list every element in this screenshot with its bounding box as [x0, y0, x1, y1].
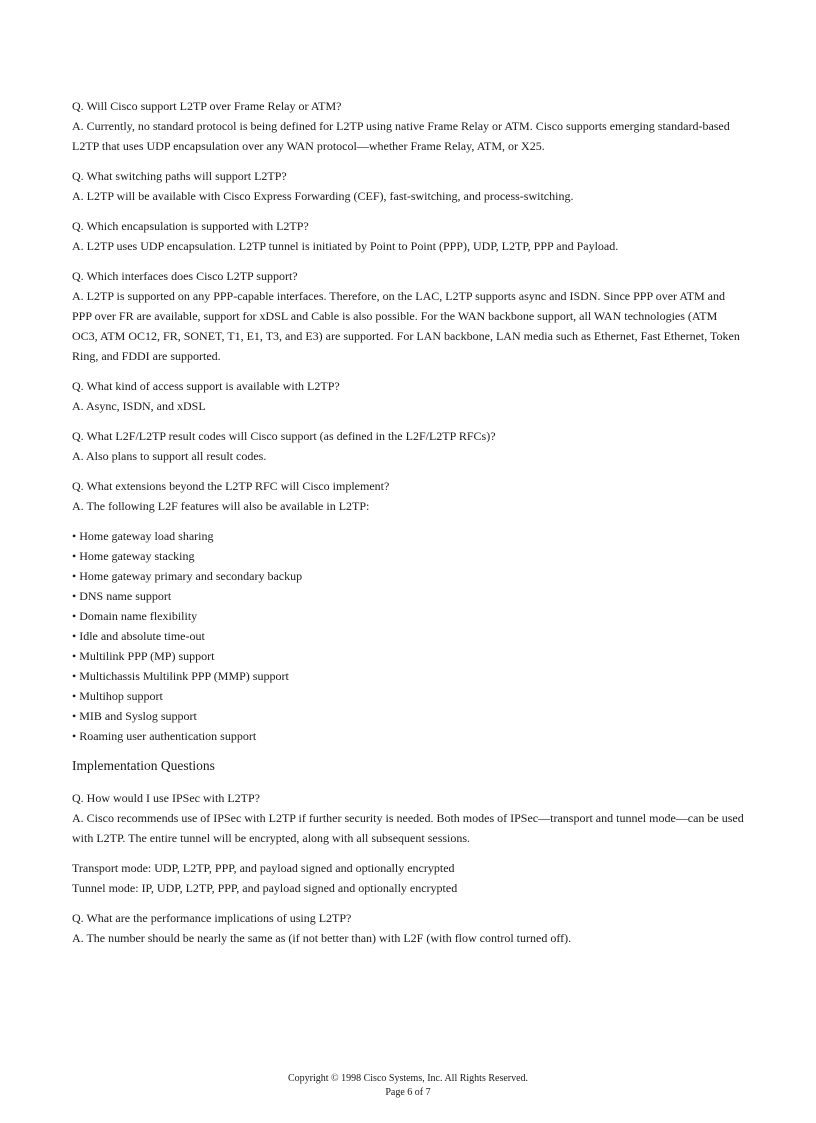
qa-item: [72, 426, 744, 466]
feature-list: [72, 526, 744, 746]
page-number: Page 6 of 7: [385, 1087, 431, 1098]
document-body: [72, 96, 744, 958]
question: Q. Which encapsulation is supported with L2TP?: [72, 219, 309, 233]
question: Q. What switching paths will support L2TP?: [72, 169, 287, 183]
list-item: • Home gateway stacking: [72, 546, 744, 566]
section-heading: Implementation Questions: [72, 758, 215, 773]
list-item: • Idle and absolute time-out: [72, 626, 744, 646]
transport-mode-text: Transport mode: UDP, L2TP, PPP, and payload signed and optionally encrypted: [72, 861, 455, 875]
qa-item: [72, 476, 744, 516]
question: Q. What L2F/L2TP result codes will Cisco support (as defined in the L2F/L2TP RFCs)?: [72, 429, 496, 443]
qa-item: [72, 266, 744, 366]
list-item: • Multihop support: [72, 686, 744, 706]
answer: A. L2TP uses UDP encapsulation. L2TP tunnel is initiated by Point to Point (PPP), UDP, L2TP, PPP and Payload.: [72, 239, 619, 253]
question: Q. What are the performance implications of using L2TP?: [72, 911, 352, 925]
qa-item: [72, 908, 744, 948]
qa-item: [72, 376, 744, 416]
qa-item: [72, 166, 744, 206]
answer: A. Cisco recommends use of IPSec with L2TP if further security is needed. Both modes of IPSec—transport and tunnel mode—can be used with L2TP. The entire tunnel will be encrypted, along with all subsequent sessions.: [72, 811, 744, 845]
list-item: • Domain name flexibility: [72, 606, 744, 626]
list-item: • Roaming user authentication support: [72, 726, 744, 746]
answer: A. Async, ISDN, and xDSL: [72, 399, 206, 413]
list-item: • Multilink PPP (MP) support: [72, 646, 744, 666]
answer: A. The number should be nearly the same as (if not better than) with L2F (with flow control turned off).: [72, 931, 572, 945]
answer: A. L2TP is supported on any PPP-capable interfaces. Therefore, on the LAC, L2TP supports async and ISDN. Since PPP over ATM and PPP over FR are available, support for xDSL and Cable is also possible. For the WAN backbone support, all WAN technologies (ATM OC3, ATM OC12, FR, SONET, T1, E1, T3, and E3) are supported. For LAN backbone, LAN media such as Ethernet, Fast Ethernet, Token Ring, and FDDI are supported.: [72, 289, 740, 363]
question: Q. Will Cisco support L2TP over Frame Relay or ATM?: [72, 99, 342, 113]
question: Q. What kind of access support is available with L2TP?: [72, 379, 340, 393]
list-item: • MIB and Syslog support: [72, 706, 744, 726]
list-item: • Home gateway load sharing: [72, 526, 744, 546]
list-item: • DNS name support: [72, 586, 744, 606]
page-footer: [0, 1072, 816, 1100]
answer: A. Currently, no standard protocol is being defined for L2TP using native Frame Relay or ATM. Cisco supports emerging standard-based L2TP that uses UDP encapsulation over any WAN protocol—whether Frame Relay, ATM, or X25.: [72, 119, 730, 153]
answer: A. The following L2F features will also be available in L2TP:: [72, 499, 370, 513]
question: Q. How would I use IPSec with L2TP?: [72, 791, 260, 805]
question: Q. What extensions beyond the L2TP RFC will Cisco implement?: [72, 479, 390, 493]
copyright-text: Copyright © 1998 Cisco Systems, Inc. All Rights Reserved.: [287, 1073, 529, 1084]
ipsec-modes: [72, 858, 744, 898]
qa-item: [72, 216, 744, 256]
qa-item: [72, 788, 744, 848]
question: Q. Which interfaces does Cisco L2TP support?: [72, 269, 298, 283]
tunnel-mode-text: Tunnel mode: IP, UDP, L2TP, PPP, and payload signed and optionally encrypted: [72, 881, 458, 895]
answer: A. Also plans to support all result codes.: [72, 449, 267, 463]
list-item: • Home gateway primary and secondary backup: [72, 566, 744, 586]
qa-item: [72, 96, 744, 156]
list-item: • Multichassis Multilink PPP (MMP) support: [72, 666, 744, 686]
answer: A. L2TP will be available with Cisco Express Forwarding (CEF), fast-switching, and process-switching.: [72, 189, 574, 203]
